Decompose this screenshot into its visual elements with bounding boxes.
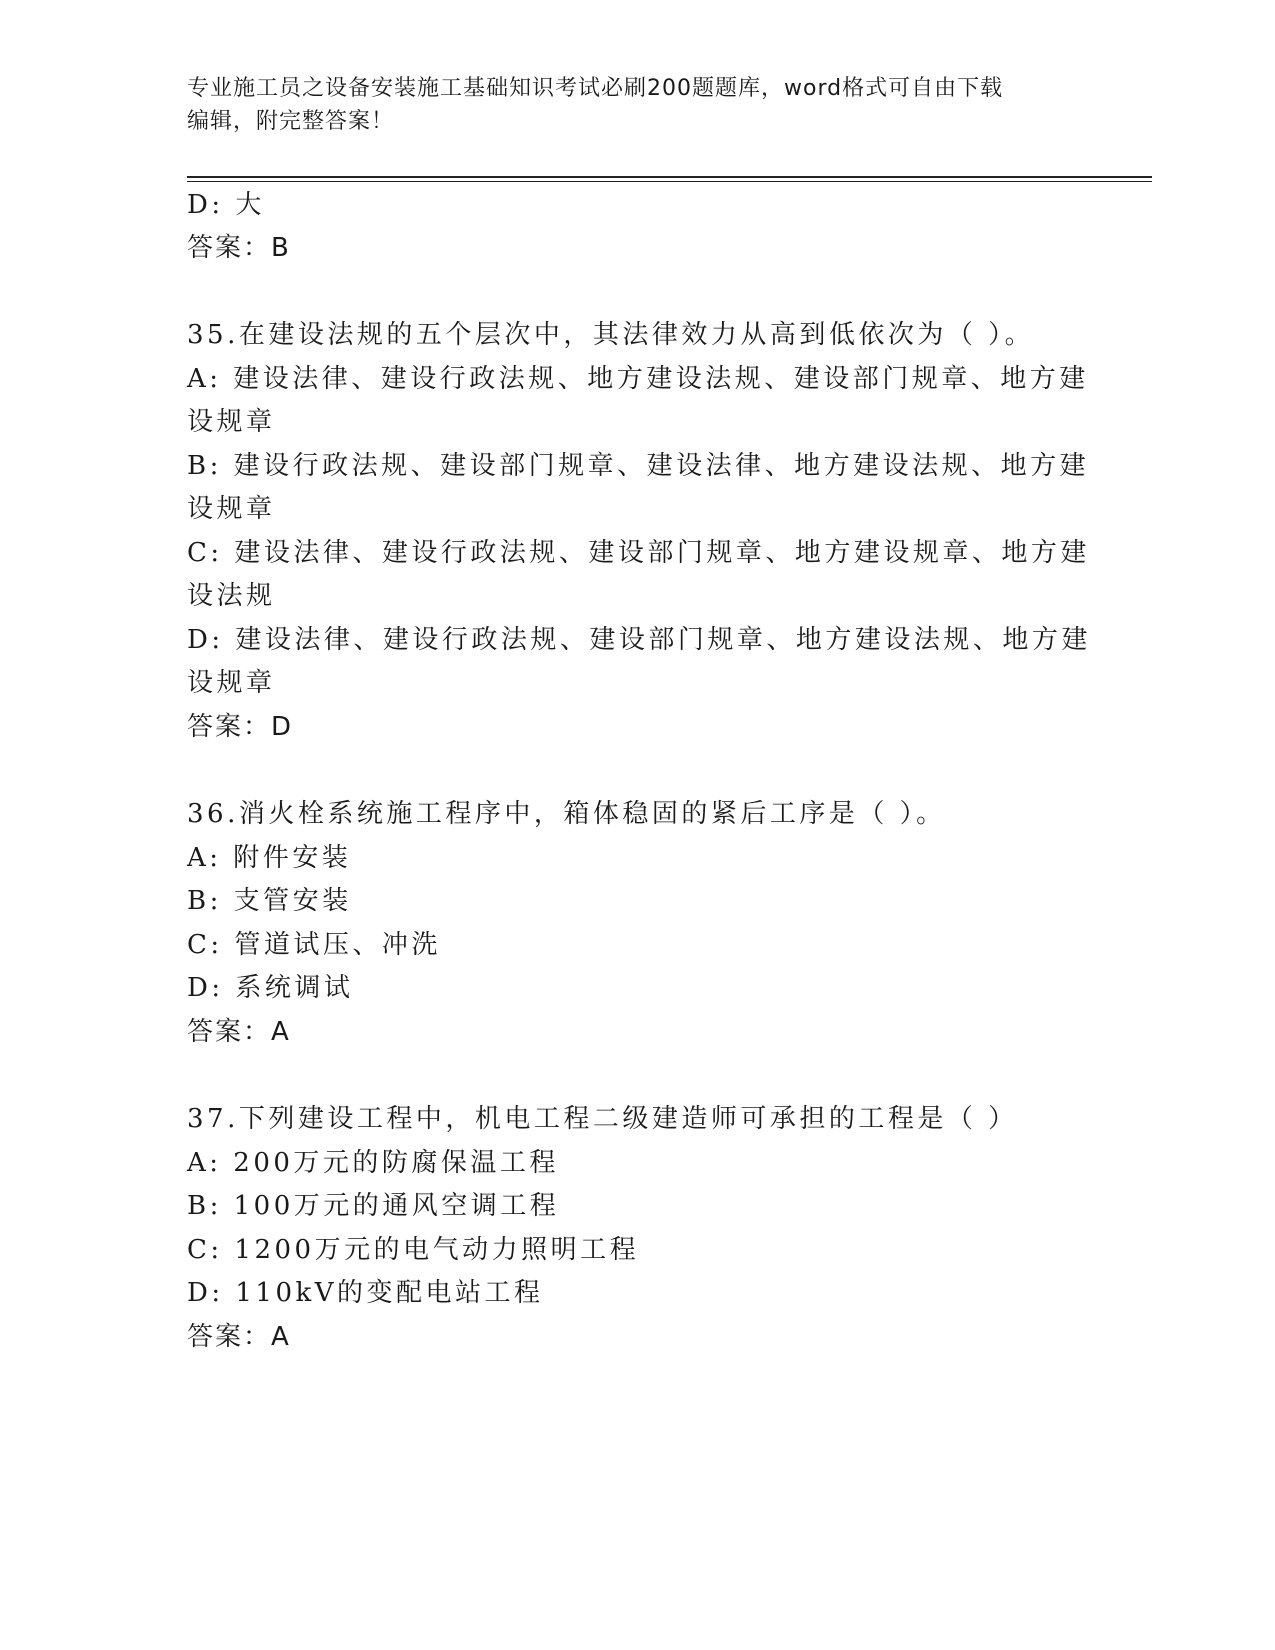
q35-option-d-line2: 设规章	[187, 668, 276, 698]
q35-option-c-line2: 设法规	[187, 581, 276, 611]
prev-answer: 答案：B	[187, 233, 291, 263]
q37-question: 37.下列建设工程中，机电工程二级建造师可承担的工程是（ ）	[187, 1104, 1018, 1134]
header-title-line1: 专业施工员之设备安装施工基础知识考试必刷200题题库，word格式可自由下载	[187, 76, 1004, 101]
q36-option-a: A: 附件安装	[187, 843, 352, 873]
header-divider-thin	[187, 181, 1152, 182]
prev-option-d: D: 大	[187, 190, 265, 220]
q37-option-a: A: 200万元的防腐保温工程	[187, 1148, 559, 1178]
page-header	[187, 72, 1067, 138]
q35-question: 35.在建设法规的五个层次中，其法律效力从高到低依次为（ ）。	[187, 320, 1035, 350]
q35-option-b-line1: B: 建设行政法规、建设部门规章、建设法律、地方建设法规、地方建	[187, 451, 1090, 481]
q36-answer: 答案：A	[187, 1017, 291, 1047]
q36-option-d: D: 系统调试	[187, 973, 354, 1003]
q36-question: 36.消火栓系统施工程序中，箱体稳固的紧后工序是（ ）。	[187, 799, 946, 829]
header-divider-thick	[187, 176, 1152, 178]
q35-option-b-line2: 设规章	[187, 494, 276, 524]
header-title-line2: 编辑，附完整答案！	[187, 109, 395, 134]
q35-option-d-line1: D: 建设法律、建设行政法规、建设部门规章、地方建设法规、地方建	[187, 625, 1091, 655]
q36-option-c: C: 管道试压、冲洗	[187, 930, 441, 960]
q37-option-d: D: 110kV的变配电站工程	[187, 1278, 544, 1308]
q37-answer: 答案：A	[187, 1322, 291, 1352]
q35-option-a-line1: A: 建设法律、建设行政法规、地方建设法规、建设部门规章、地方建	[187, 364, 1089, 394]
q35-answer: 答案：D	[187, 712, 294, 742]
q35-option-a-line2: 设规章	[187, 407, 276, 437]
q35-option-c-line1: C: 建设法律、建设行政法规、建设部门规章、地方建设规章、地方建	[187, 538, 1090, 568]
q37-option-b: B: 100万元的通风空调工程	[187, 1191, 560, 1221]
q37-option-c: C: 1200万元的电气动力照明工程	[187, 1235, 640, 1265]
q36-option-b: B: 支管安装	[187, 886, 352, 916]
